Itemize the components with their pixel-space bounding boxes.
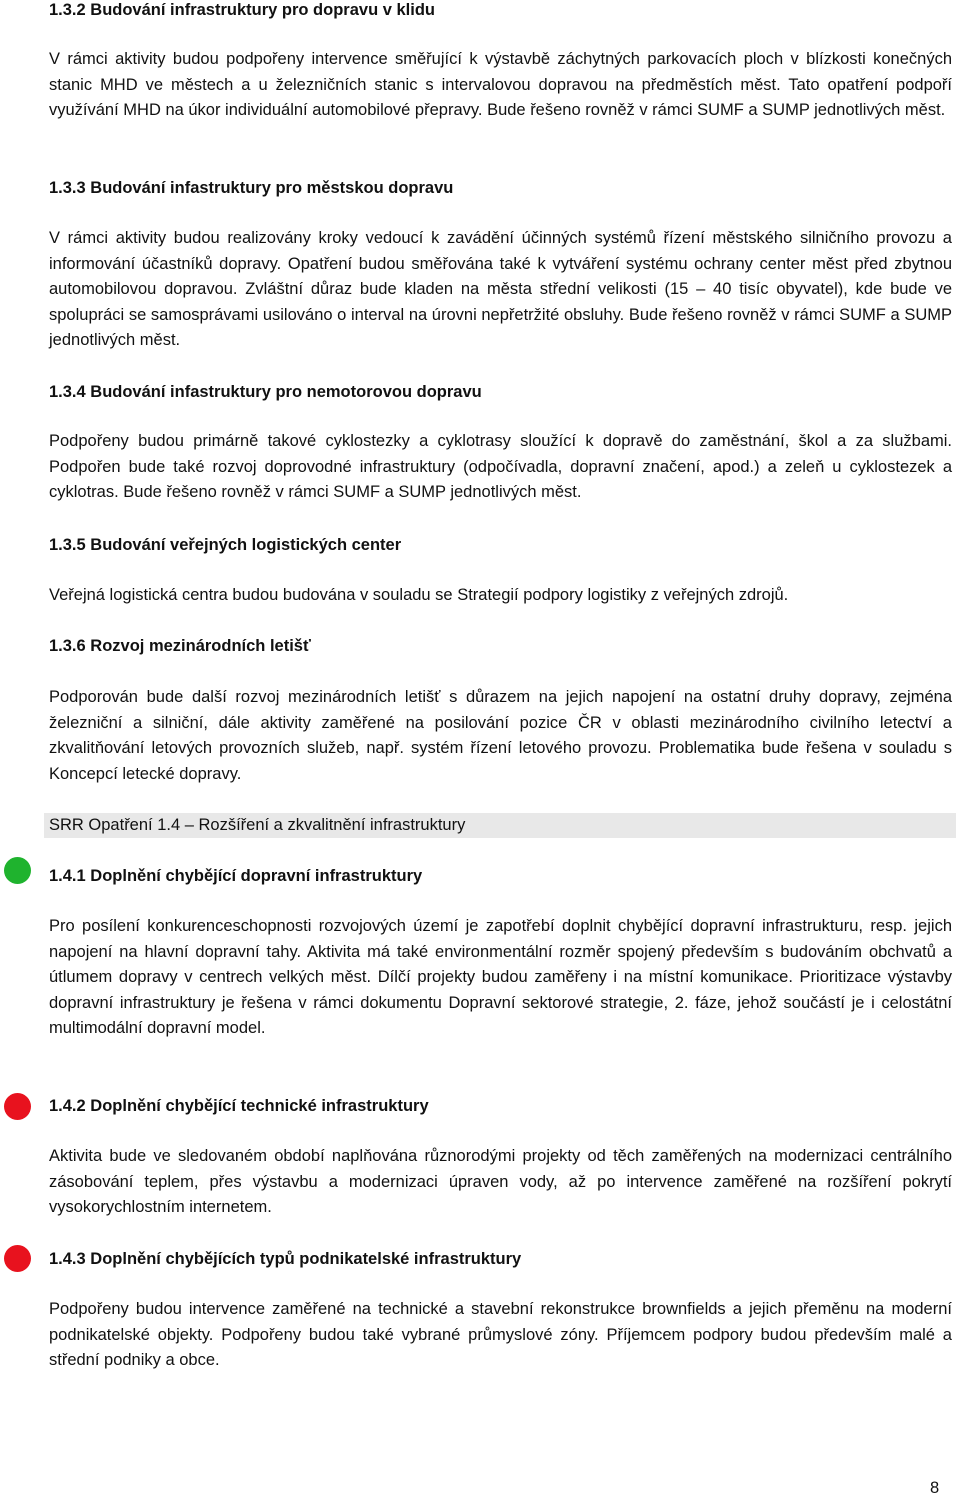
section-heading-1-3-3: 1.3.3 Budování infastruktury pro městskou dopravu	[49, 179, 454, 197]
section-text-1-3-2: V rámci aktivity budou podpořeny intervence směřující k výstavbě záchytných parkovacích ploch v blízkosti konečných stanic MHD ve městech a u železničních stanic s intervalovou dopravou na předměstích měst. Tato opatření podpoří využívání MHD na úkor individuální automobilové přepravy. Bude řešeno rovněž v rámci SUMF a SUMP jednotlivých měst.	[49, 50, 952, 119]
section-heading-1-4-3: 1.4.3 Doplnění chybějících typů podnikatelské infrastruktury	[49, 1250, 522, 1268]
section-text-1-4-3: Podpořeny budou intervence zaměřené na technické a stavební rekonstrukce brownfields a jejich přeměnu na moderní podnikatelské objekty. Podpořeny budou také vybrané průmyslové zóny. Příjemcem podpory budou především malé a střední podniky a obce.	[49, 1300, 952, 1369]
section-text-1-3-4: Podpořeny budou primárně takové cyklostezky a cyklotrasy sloužící k dopravě do zaměstnání, škol a za službami. Podpořen bude také rozvoj doprovodné infrastruktury (odpočívadla, dopravní značení, apod.) a zeleň u cyklostezek a cyklotras. Bude řešeno rovněž v rámci SUMF a SUMP jednotlivých měst.	[49, 432, 952, 501]
section-text-1-3-5: Veřejná logistická centra budou budována v souladu se Strategií podpory logistiky z veřejných zdrojů.	[49, 586, 789, 604]
section-text-1-4-2: Aktivita bude ve sledovaném období naplňována různorodými projekty od těch zaměřených na modernizaci centrálního zásobování teplem, přes výstavbu a modernizaci úpraven vody, až po intervence zaměřené na rozšíření pokrytí vysokorychlostním internetem.	[49, 1147, 952, 1216]
section-heading-1-3-4: 1.3.4 Budování infastruktury pro nemotorovou dopravu	[49, 383, 482, 401]
section-text-1-3-6: Podporován bude další rozvoj mezinárodních letišť s důrazem na jejich napojení na ostatní druhy dopravy, zejména železniční a silniční, dále aktivity zaměřené na posilování pozice ČR v oblasti mezinárodního civilního letectví a zkvalitňování letových provozních služeb, např. systém řízení letového provozu. Problematika bude řešena v souladu s Koncepcí letecké dopravy.	[49, 688, 952, 783]
status-dot-green-icon	[4, 857, 31, 884]
status-dot-red-icon	[4, 1093, 31, 1120]
section-heading-1-3-2: 1.3.2 Budování infrastruktury pro dopravu v klidu	[49, 1, 435, 19]
measure-band-label: SRR Opatření 1.4 – Rozšíření a zkvalitnění infrastruktury	[49, 816, 466, 834]
section-heading-1-4-2: 1.4.2 Doplnění chybějící technické infrastruktury	[49, 1097, 429, 1115]
section-text-1-4-1: Pro posílení konkurenceschopnosti rozvojových území je zapotřebí doplnit chybějící dopravní infrastrukturu, resp. jejich napojení na hlavní dopravní tahy. Aktivita má také environmentální rozměr spojený především s budováním obchvatů a útlumem dopravy v centrech velkých měst. Dílčí projekty budou zaměřeny i na místní komunikace. Prioritizace výstavby dopravní infrastruktury je řešena v rámci dokumentu Dopravní sektorové strategie, 2. fáze, jehož součástí je i celostátní multimodální dopravní model.	[49, 917, 952, 1037]
section-heading-1-3-6: 1.3.6 Rozvoj mezinárodních letišť	[49, 637, 311, 655]
section-heading-1-3-5: 1.3.5 Budování veřejných logistických center	[49, 536, 402, 554]
page-number: 8	[930, 1479, 940, 1497]
measure-band	[44, 813, 956, 838]
section-text-1-3-3: V rámci aktivity budou realizovány kroky vedoucí k zavádění účinných systémů řízení městského silničního provozu a informování účastníků dopravy. Opatření budou směřována také k vytváření systému ochrany center měst před zbytnou automobilovou dopravou. Zvláštní důraz bude kladen na města střední velikosti (15 – 40 tisíc obyvatel), kde bude ve spolupráci se samosprávami usilováno o interval na úrovni nepřetržité obsluhy. Bude řešeno rovněž v rámci SUMF a SUMP jednotlivých měst.	[49, 229, 952, 349]
section-heading-1-4-1: 1.4.1 Doplnění chybějící dopravní infrastruktury	[49, 867, 423, 885]
status-dot-red-icon	[4, 1245, 31, 1272]
